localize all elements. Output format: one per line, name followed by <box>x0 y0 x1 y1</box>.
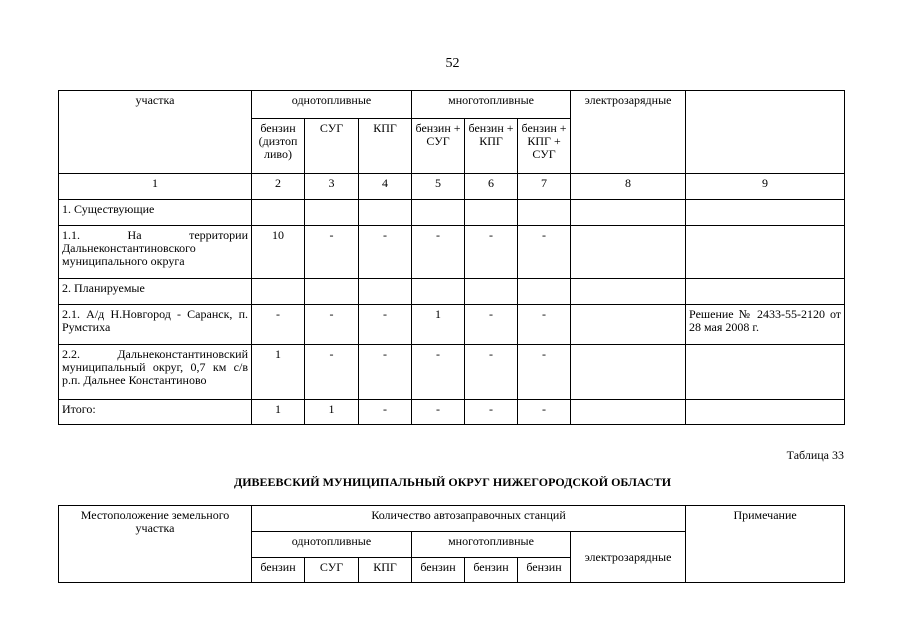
table-cell: - <box>252 305 305 345</box>
fuel-header-lpg: СУГ <box>305 119 359 174</box>
table-cell: - <box>465 400 518 425</box>
table-cell: - <box>412 400 465 425</box>
location-header: участка <box>59 91 252 174</box>
page-number: 52 <box>445 56 460 71</box>
fuel-header-petrol: бензин <box>412 558 465 583</box>
table-cell <box>686 345 845 400</box>
note-cell: Решение № 2433-55-2120 от 28 мая 2008 г. <box>686 305 845 345</box>
table-cell: - <box>359 400 412 425</box>
note-header: Примечание <box>686 506 845 583</box>
table-cell <box>686 279 845 305</box>
table-cell: - <box>359 226 412 279</box>
table-cell: - <box>465 305 518 345</box>
section-label: 1. Существующие <box>59 200 252 226</box>
table-cell <box>571 345 686 400</box>
table-cell: 1 <box>305 400 359 425</box>
column-number: 4 <box>359 174 412 200</box>
table-cell: 1 <box>252 345 305 400</box>
table-cell: - <box>518 226 571 279</box>
section-label: 2. Планируемые <box>59 279 252 305</box>
location-cell: 1.1. На территории Дальнеконстантиновского муниципального округа <box>59 226 252 279</box>
fuel-header-lpg: СУГ <box>305 558 359 583</box>
column-number: 6 <box>465 174 518 200</box>
table-row <box>59 200 845 226</box>
table-cell <box>571 200 686 226</box>
table-cell: - <box>359 345 412 400</box>
multi-fuel-header: многотопливные <box>412 91 571 119</box>
table-cell: 10 <box>252 226 305 279</box>
table-cell <box>518 279 571 305</box>
station-count-header: Количество автозаправочных станций <box>252 506 686 532</box>
table-caption: Таблица 33 <box>786 448 844 462</box>
table-cell: - <box>412 226 465 279</box>
table-cell: - <box>305 345 359 400</box>
table-cell <box>305 279 359 305</box>
table-cell: - <box>518 400 571 425</box>
stations-table-diveevo <box>58 505 845 583</box>
location-cell: 2.2. Дальнеконстантиновский муниципальный округ, 0,7 км с/в р.п. Дальнее Константиново <box>59 345 252 400</box>
table-cell <box>686 200 845 226</box>
table-cell <box>412 200 465 226</box>
table-cell: - <box>518 345 571 400</box>
table-cell <box>686 226 845 279</box>
column-number: 9 <box>686 174 845 200</box>
fuel-header-petrol-diesel: бензин (дизтоп ливо) <box>252 119 305 174</box>
total-label: Итого: <box>59 400 252 425</box>
table-cell <box>359 200 412 226</box>
table-cell <box>252 279 305 305</box>
column-number: 1 <box>59 174 252 200</box>
single-fuel-header: однотопливные <box>252 91 412 119</box>
table-cell: - <box>518 305 571 345</box>
table-cell: 1 <box>412 305 465 345</box>
location-header: Местоположение земельного участка <box>59 506 252 583</box>
table-cell: - <box>359 305 412 345</box>
electric-header: электрозарядные <box>571 532 686 583</box>
column-number: 7 <box>518 174 571 200</box>
fuel-header-petrol: бензин <box>465 558 518 583</box>
table-cell: - <box>305 305 359 345</box>
table-cell <box>359 279 412 305</box>
fuel-header-petrol-cng-lpg: бензин + КПГ + СУГ <box>518 119 571 174</box>
note-header <box>686 91 845 174</box>
location-cell: 2.1. А/д Н.Новгород - Саранск, п. Румстиха <box>59 305 252 345</box>
table-row <box>59 305 845 345</box>
table-cell <box>571 279 686 305</box>
table-cell <box>305 200 359 226</box>
table-cell <box>571 226 686 279</box>
table-cell: 1 <box>252 400 305 425</box>
table-cell <box>686 400 845 425</box>
fuel-header-cng: КПГ <box>359 119 412 174</box>
stations-table-continued <box>58 90 845 425</box>
table-cell: - <box>465 226 518 279</box>
column-number: 2 <box>252 174 305 200</box>
table-cell <box>571 400 686 425</box>
table-row <box>59 226 845 279</box>
single-fuel-header: однотопливные <box>252 532 412 558</box>
fuel-header-petrol-cng: бензин + КПГ <box>465 119 518 174</box>
electric-header: электрозарядные <box>571 91 686 174</box>
fuel-header-petrol: бензин <box>518 558 571 583</box>
column-number: 3 <box>305 174 359 200</box>
table-cell <box>465 200 518 226</box>
table-cell <box>412 279 465 305</box>
table-cell <box>465 279 518 305</box>
table-row <box>59 279 845 305</box>
column-numbers-row <box>59 174 845 200</box>
fuel-header-cng: КПГ <box>359 558 412 583</box>
multi-fuel-header: многотопливные <box>412 532 571 558</box>
column-number: 5 <box>412 174 465 200</box>
column-number: 8 <box>571 174 686 200</box>
table-cell <box>518 200 571 226</box>
total-row <box>59 400 845 425</box>
table-cell: - <box>465 345 518 400</box>
table-cell <box>571 305 686 345</box>
table-cell <box>252 200 305 226</box>
table-cell: - <box>305 226 359 279</box>
fuel-header-petrol-lpg: бензин + СУГ <box>412 119 465 174</box>
table-row <box>59 345 845 400</box>
table-cell: - <box>412 345 465 400</box>
table-title: ДИВЕЕВСКИЙ МУНИЦИПАЛЬНЫЙ ОКРУГ НИЖЕГОРОДСКОЙ ОБЛАСТИ <box>233 475 672 489</box>
fuel-header-petrol: бензин <box>252 558 305 583</box>
